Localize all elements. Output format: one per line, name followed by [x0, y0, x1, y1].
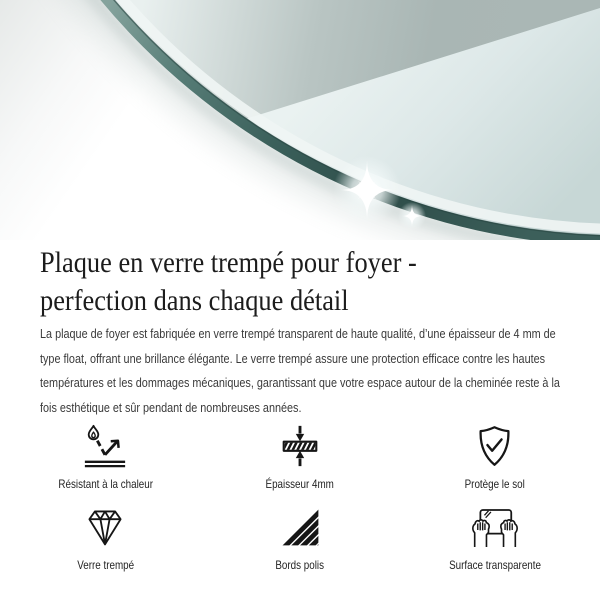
feature-floor-protection: [397, 422, 592, 491]
feature-tempered-glass: [8, 503, 203, 572]
feature-label: Surface transparente: [448, 558, 541, 572]
transparent-surface-icon: [469, 507, 521, 548]
feature-thickness: [203, 422, 398, 491]
feature-transparent-surface: [397, 503, 592, 572]
floor-protection-icon: [472, 424, 517, 469]
tempered-glass-icon: [83, 505, 127, 549]
feature-polished-edges: [203, 503, 398, 572]
feature-label: Résistant à la chaleur: [58, 477, 153, 491]
content-area: [0, 240, 600, 572]
thickness-4mm-icon: [277, 423, 323, 469]
title-line-1: Plaque en verre trempé pour foyer -: [40, 246, 417, 279]
product-description: La plaque de foyer est fabriquée en verre trempé transparent de haute qualité, d’une épaisseur de 4 mm de type float, offrant une brillance élégante. Le verre trempé assure une protection efficace contre les hautes températures et les dommages mécaniques, garantissant que votre espace autour de la cheminée reste à la fois esthétique et sûr pendant de nombreuses années.: [40, 327, 560, 415]
feature-grid: [8, 422, 592, 572]
feature-label: Verre trempé: [76, 558, 134, 572]
feature-heat-resistant: [8, 422, 203, 491]
page-title: [40, 240, 498, 320]
feature-label: Épaisseur 4mm: [265, 477, 335, 491]
sparkle-small-icon: [398, 202, 426, 230]
heat-resistant-icon: [82, 423, 128, 469]
feature-label: Protège le sol: [464, 477, 525, 491]
feature-label: Bords polis: [275, 558, 325, 572]
title-line-2: perfection dans chaque détail: [40, 284, 349, 317]
product-photo: [0, 0, 600, 240]
sparkle-icon: [333, 156, 401, 224]
polished-edges-icon: [279, 506, 321, 548]
glass-plate-image: [0, 0, 600, 240]
